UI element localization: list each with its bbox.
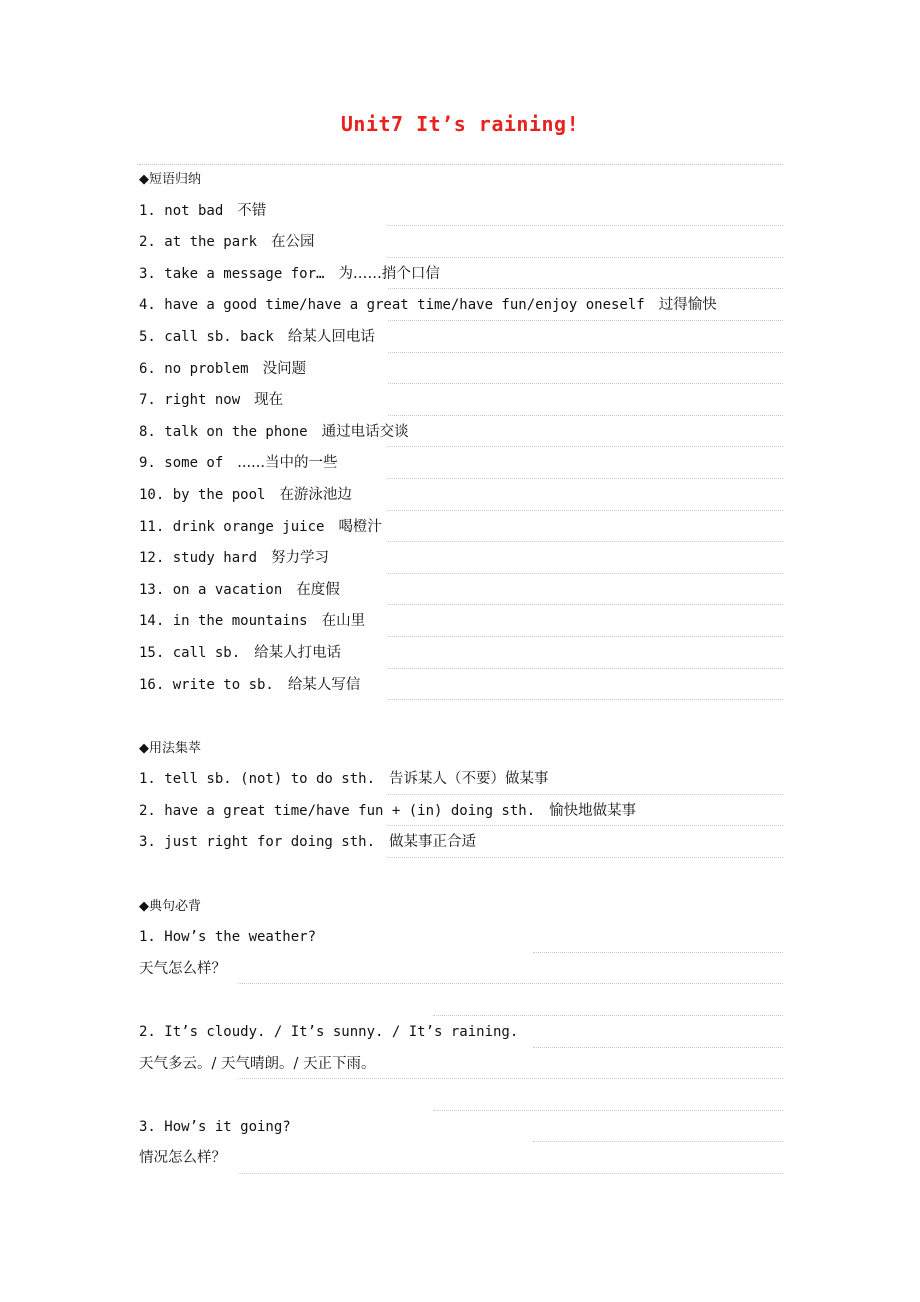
dotted-rule: [388, 320, 783, 321]
dotted-rule: [388, 352, 783, 353]
usage-item-chinese: 做某事正合适: [389, 834, 477, 851]
phrase-item-english: 5. call sb. back: [139, 328, 274, 345]
sentence-english: 2. It’s cloudy. / It’s sunny. / It’s raining.: [139, 1024, 519, 1041]
dotted-rule: [388, 510, 783, 511]
usage-item: [139, 797, 783, 829]
phrase-item-english: 1. not bad: [139, 202, 224, 219]
phrase-item-english: 2. at the park: [139, 234, 258, 251]
phrase-item: [139, 291, 783, 323]
spacer: [139, 702, 783, 734]
usage-item-english: 2. have a great time/have fun + (in) doing sth.: [139, 802, 536, 819]
phrase-item-english: 9. some of: [139, 455, 224, 472]
section-heading-phrases: [139, 164, 783, 197]
usage-item: [139, 765, 783, 797]
document-body: [139, 164, 783, 1176]
phrase-item-english: 10. by the pool: [139, 486, 266, 503]
dotted-rule: [388, 604, 783, 605]
usage-item-chinese: 愉快地做某事: [549, 802, 637, 819]
phrase-item-english: 11. drink orange juice: [139, 518, 325, 535]
phrase-item-chinese: 在公园: [271, 234, 315, 251]
phrase-item-chinese: 现在: [254, 392, 284, 409]
phrase-item-english: 8. talk on the phone: [139, 423, 308, 440]
dotted-rule: [238, 983, 783, 984]
phrase-item-english: 4. have a good time/have a great time/have fun/enjoy oneself: [139, 297, 645, 314]
sentence-item: [139, 1018, 783, 1050]
sentences-list: [139, 923, 783, 1176]
phrase-item: [139, 386, 783, 418]
sentence-chinese: 情况怎么样？: [139, 1150, 226, 1167]
phrase-item-english: 6. no problem: [139, 360, 249, 377]
phrase-item-english: 16. write to sb.: [139, 676, 274, 693]
phrase-item: [139, 607, 783, 639]
phrase-item-chinese: 过得愉快: [658, 297, 717, 314]
spacer: [139, 1081, 783, 1113]
usage-item: [139, 828, 783, 860]
spacer: [139, 986, 783, 1018]
sentence-english: 3. How’s it going?: [139, 1118, 291, 1135]
phrase-item: [139, 639, 783, 671]
phrase-item: [139, 576, 783, 608]
phrase-item-chinese: 为……捎个口信: [338, 265, 440, 282]
phrase-item-chinese: 给某人写信: [287, 676, 361, 693]
dotted-rule: [388, 857, 783, 858]
dotted-rule: [533, 1141, 783, 1142]
section-heading-label: ◆用法集萃: [139, 740, 201, 756]
dotted-rule: [388, 478, 783, 479]
sentence-item: [139, 923, 783, 955]
sentence-chinese: 天气怎么样？: [139, 960, 226, 977]
phrase-item-english: 14. in the mountains: [139, 613, 308, 630]
phrase-item-chinese: 通过电话交谈: [321, 423, 409, 440]
phrase-item: [139, 418, 783, 450]
sentence-chinese: 天气多云。/ 天气晴朗。/ 天正下雨。: [139, 1055, 376, 1072]
phrase-item-chinese: 给某人打电话: [254, 644, 342, 661]
spacer: [139, 860, 783, 892]
phrase-item: [139, 228, 783, 260]
section-heading-label: ◆典句必背: [139, 898, 201, 914]
dotted-rule: [388, 825, 783, 826]
phrase-item-english: 7. right now: [139, 392, 241, 409]
dotted-rule: [388, 257, 783, 258]
phrase-item-english: 13. on a vacation: [139, 581, 283, 598]
phrase-item: [139, 449, 783, 481]
dotted-rule: [388, 288, 783, 289]
usage-list: [139, 765, 783, 860]
dotted-rule: [388, 415, 783, 416]
phrase-item-chinese: ......当中的一些: [237, 455, 338, 472]
page-title: Unit7 It’s raining!: [340, 112, 580, 136]
phrase-item-english: 15. call sb.: [139, 644, 241, 661]
phrases-list: [139, 197, 783, 703]
phrase-item: [139, 323, 783, 355]
phrase-item-chinese: 在度假: [296, 581, 340, 598]
section-heading-label: ◆短语归纳: [139, 172, 201, 187]
dotted-rule: [388, 383, 783, 384]
phrase-item-english: 3. take a message for…: [139, 265, 325, 282]
phrase-item-chinese: 没问题: [262, 360, 307, 377]
sentence-translation: [139, 1144, 783, 1176]
phrase-item: [139, 260, 783, 292]
dotted-rule: [433, 1110, 783, 1111]
phrase-item-english: 12. study hard: [139, 550, 258, 567]
section-heading-sentences: [139, 892, 783, 924]
phrase-item-chinese: 在游泳池边: [279, 486, 352, 503]
usage-item-english: 1. tell sb. (not) to do sth.: [139, 771, 376, 788]
dotted-rule: [388, 699, 783, 700]
sentence-translation: [139, 1050, 783, 1082]
phrase-item-chinese: 在山里: [321, 613, 366, 630]
dotted-rule: [388, 794, 783, 795]
phrase-item-chinese: 不错: [237, 202, 267, 219]
dotted-rule: [388, 446, 783, 447]
dotted-rule: [238, 1173, 783, 1174]
phrase-item-chinese: 努力学习: [271, 550, 330, 567]
usage-item-english: 3. just right for doing sth.: [139, 834, 376, 851]
sentence-item: [139, 1113, 783, 1145]
dotted-rule: [533, 952, 783, 953]
phrase-item: [139, 544, 783, 576]
dotted-rule: [533, 1047, 783, 1048]
phrase-item: [139, 481, 783, 513]
phrase-item: [139, 355, 783, 387]
dotted-rule: [388, 541, 783, 542]
dotted-rule: [388, 636, 783, 637]
usage-item-chinese: 告诉某人（不要）做某事: [389, 771, 549, 788]
dotted-rule: [388, 573, 783, 574]
sentence-english: 1. How’s the weather?: [139, 929, 317, 946]
phrase-item-chinese: 给某人回电话: [287, 328, 375, 345]
dotted-rule: [388, 668, 783, 669]
section-heading-usage: [139, 734, 783, 766]
dotted-rule: [238, 1078, 783, 1079]
phrase-item: [139, 197, 783, 229]
sentence-translation: [139, 955, 783, 987]
phrase-item-chinese: 喝橙汁: [338, 518, 382, 535]
phrase-item: [139, 513, 783, 545]
dotted-rule: [433, 1015, 783, 1016]
dotted-rule: [388, 225, 783, 226]
phrase-item: [139, 671, 783, 703]
